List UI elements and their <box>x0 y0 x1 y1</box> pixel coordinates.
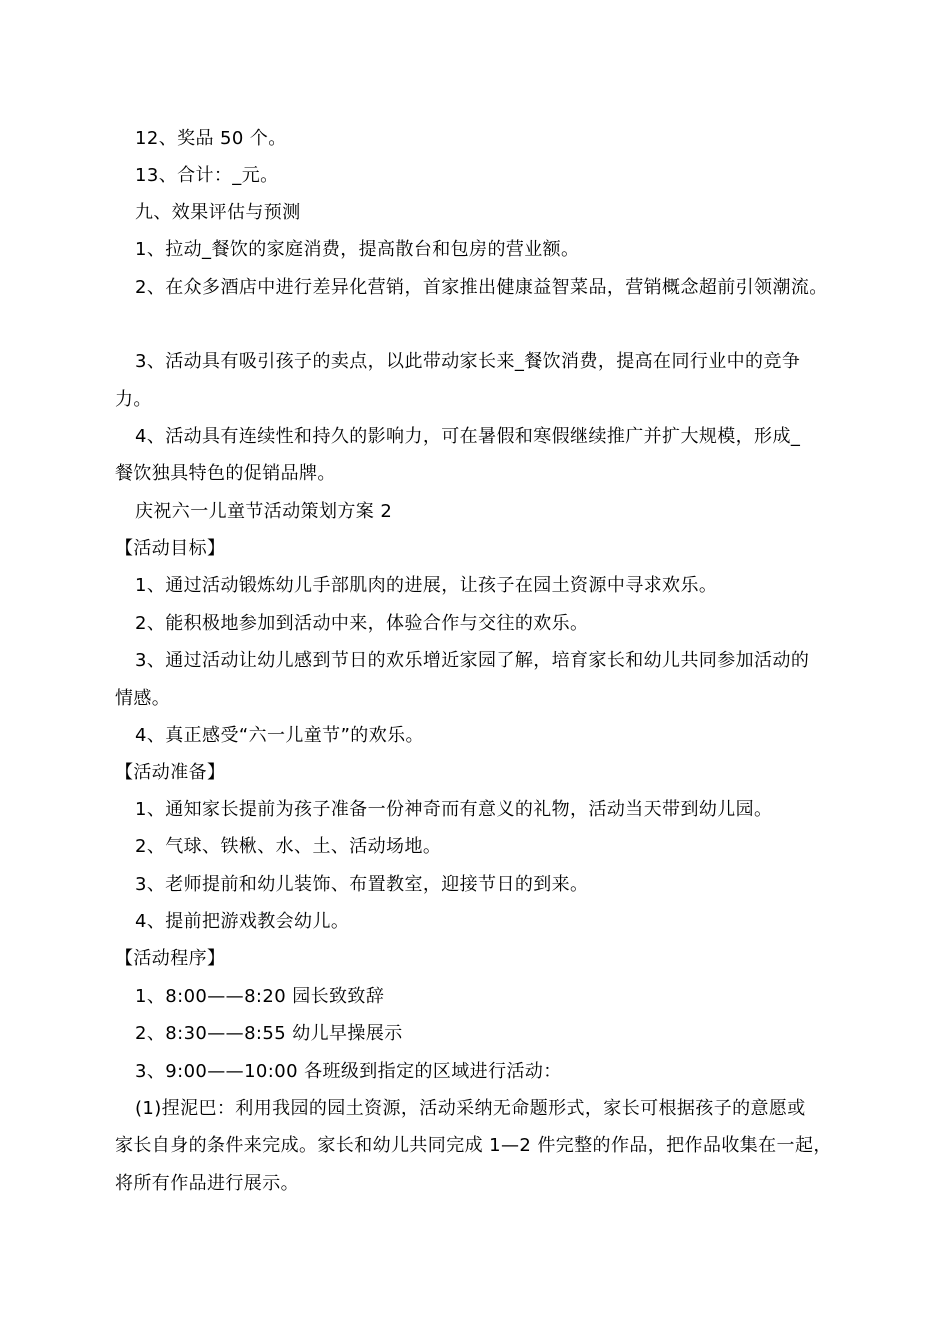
text-line: 力。 <box>115 389 152 410</box>
text-line: 4、提前把游戏教会幼儿。 <box>135 911 350 932</box>
text-line: 1、通知家长提前为孩子准备一份神奇而有意义的礼物，活动当天带到幼儿园。 <box>135 799 773 820</box>
text-line: 将所有作品进行展示。 <box>115 1173 299 1194</box>
text-line: 3、通过活动让幼儿感到节日的欢乐增近家园了解，培育家长和幼儿共同参加活动的 <box>135 650 810 671</box>
text-line: 3、9:00——10:00 各班级到指定的区域进行活动： <box>135 1061 562 1082</box>
text-line: 4、真正感受“六一儿童节”的欢乐。 <box>135 725 424 746</box>
text-line: 3、老师提前和幼儿装饰、布置教室，迎接节日的到来。 <box>135 874 589 895</box>
text-line: (1)捏泥巴：利用我园的园土资源，活动采纳无命题形式，家长可根据孩子的意愿或 <box>135 1098 806 1119</box>
text-line: 4、活动具有连续性和持久的影响力，可在暑假和寒假继续推广并扩大规模，形成_ <box>135 426 801 447</box>
text-line: 1、通过活动锻炼幼儿手部肌肉的进展，让孩子在园土资源中寻求欢乐。 <box>135 575 718 596</box>
section-heading: 【活动目标】 <box>115 538 226 559</box>
text-line: 2、在众多酒店中进行差异化营销，首家推出健康益智菜品，营销概念超前引领潮流。 <box>135 277 828 298</box>
text-line: 12、奖品 50 个。 <box>135 128 287 149</box>
text-line: 家长自身的条件来完成。家长和幼儿共同完成 1—2 件完整的作品，把作品收集在一起， <box>115 1135 832 1156</box>
text-line: 2、8:30——8:55 幼儿早操展示 <box>135 1023 403 1044</box>
text-line: 1、拉动_餐饮的家庭消费，提高散台和包房的营业额。 <box>135 239 580 260</box>
section-heading: 【活动准备】 <box>115 762 226 783</box>
text-line: 2、能积极地参加到活动中来，体验合作与交往的欢乐。 <box>135 613 589 634</box>
document-title: 庆祝六一儿童节活动策划方案 2 <box>135 501 393 522</box>
text-line: 1、8:00——8:20 园长致致辞 <box>135 986 385 1007</box>
text-line: 3、活动具有吸引孩子的卖点，以此带动家长来_餐饮消费，提高在同行业中的竞争 <box>135 351 801 372</box>
text-line: 情感。 <box>115 688 171 709</box>
text-line: 餐饮独具特色的促销品牌。 <box>115 463 336 484</box>
section-heading: 【活动程序】 <box>115 948 226 969</box>
text-line: 13、合计：_元。 <box>135 165 279 186</box>
section-heading: 九、效果评估与预测 <box>135 202 301 223</box>
text-line: 2、气球、铁楸、水、土、活动场地。 <box>135 836 442 857</box>
